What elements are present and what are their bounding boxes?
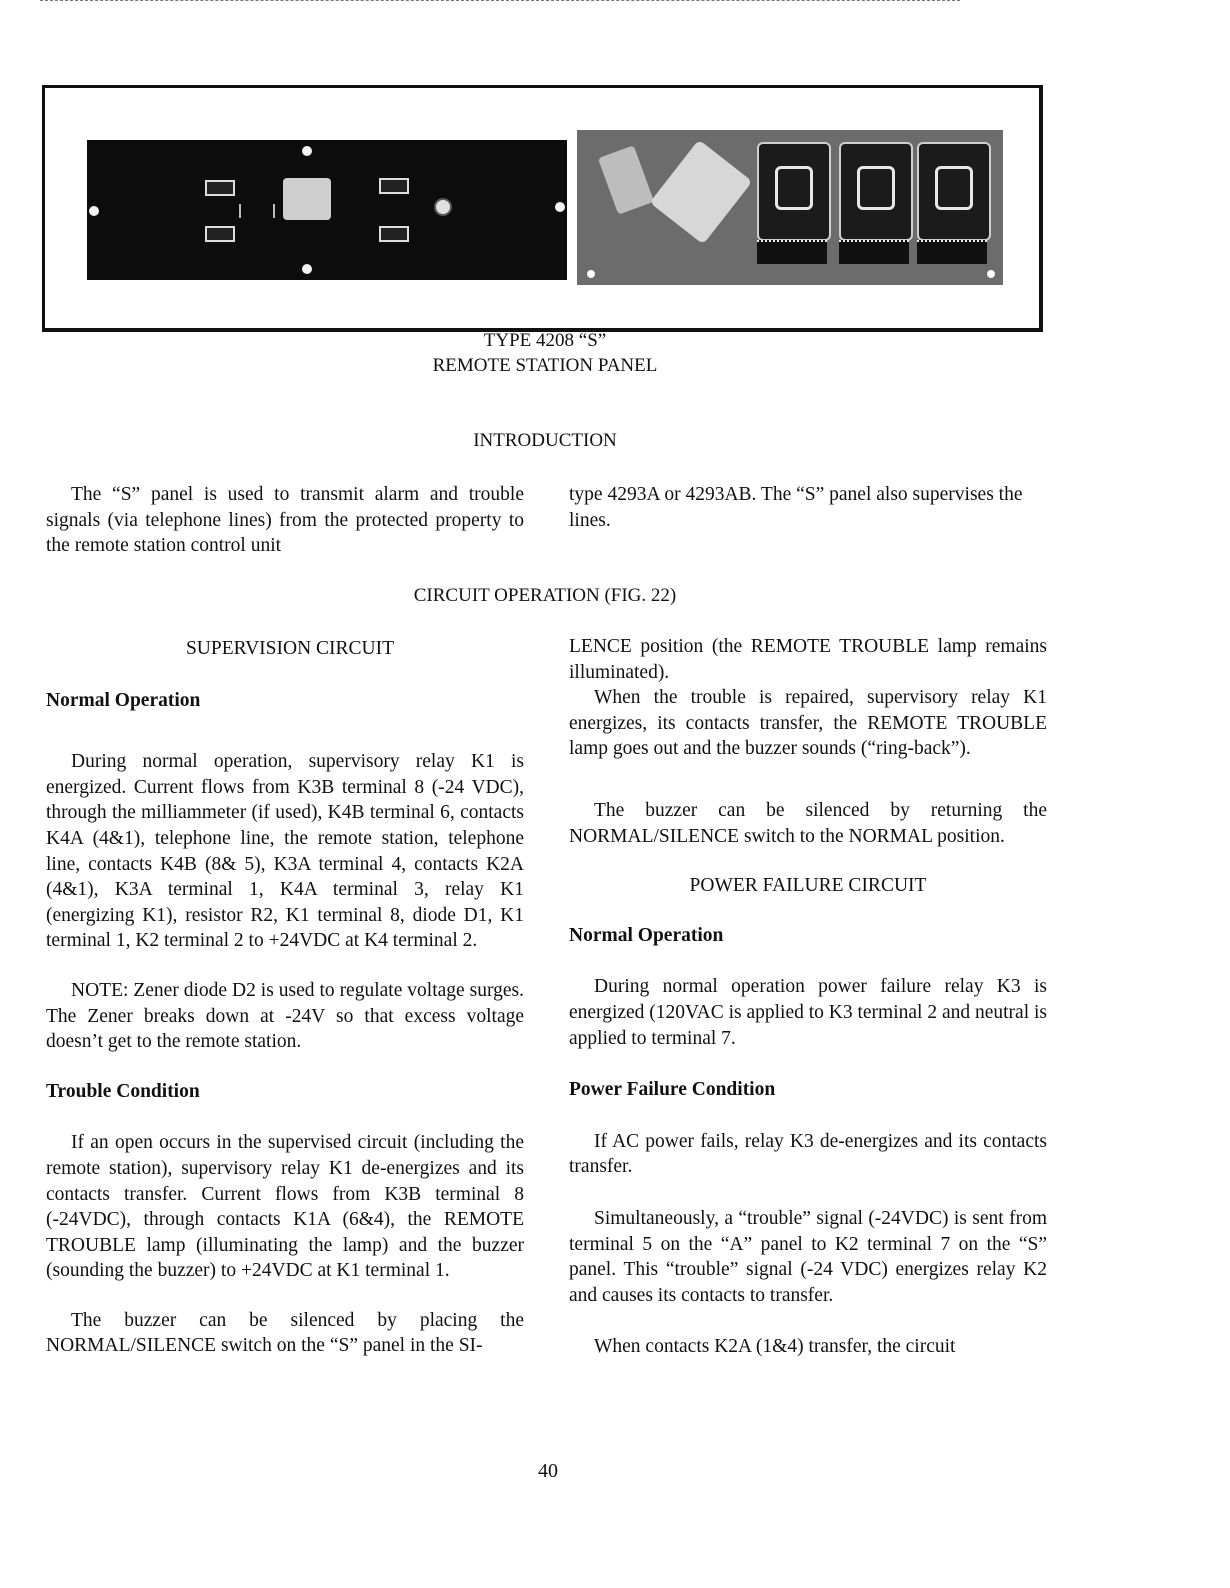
capacitor-component xyxy=(598,145,654,214)
trouble-lamp-lens xyxy=(283,178,331,220)
trouble-condition-heading: Trouble Condition xyxy=(46,1080,200,1102)
label-plate xyxy=(379,226,409,242)
figure-caption-line1: TYPE 4208 “S” xyxy=(483,330,607,351)
normal-operation-heading: Normal Operation xyxy=(46,689,201,711)
ac-power-fails-paragraph: If AC power fails, relay K3 de-energizes and its contacts transfer. xyxy=(569,1130,1047,1178)
scan-artifact-line xyxy=(40,0,960,3)
board-mount-hole xyxy=(587,270,595,278)
trouble-condition-paragraph: If an open occurs in the supervised circuit (including the remote station), supervisory relay K1 de-energizes and its contacts transfer. Current flows from K3B terminal 8 (-24VDC), through contacts K1A (6&4), the REMOTE TROUBLE lamp (illuminating the lamp) and the buzzer (sounding the buzzer) to +24VDC at K1 terminal 1. xyxy=(46,1132,524,1282)
mount-screw xyxy=(555,202,565,212)
selector-knob xyxy=(434,198,452,216)
intro-left-column xyxy=(46,482,524,559)
introduction-heading: INTRODUCTION xyxy=(473,430,617,451)
relay-component xyxy=(839,142,913,241)
supervision-circuit-heading: SUPERVISION CIRCUIT xyxy=(185,638,395,659)
buzzer-silence-paragraph: The buzzer can be silenced by placing the NORMAL/SILENCE switch on the “S” panel in the SI- xyxy=(46,1309,524,1357)
page-number: 40 xyxy=(538,1460,558,1482)
intro-right-column xyxy=(569,482,1047,533)
terminal-strip xyxy=(757,240,827,264)
power-normal-paragraph: During normal operation power failure relay K3 is energized (120VAC is applied to K3 terminal 2 and neutral is applied to terminal 7. xyxy=(569,976,1048,1049)
panel-mark xyxy=(239,204,241,218)
zener-note-paragraph: NOTE: Zener diode D2 is used to regulate voltage surges. The Zener breaks down at -24V so that excess voltage doesn’t get to the remote station. xyxy=(46,979,524,1053)
label-plate xyxy=(205,226,235,242)
k2a-contacts-paragraph: When contacts K2A (1&4) transfer, the circuit xyxy=(594,1336,956,1358)
mount-screw xyxy=(302,264,312,274)
terminal-strip xyxy=(917,240,987,264)
power-failure-condition-heading: Power Failure Condition xyxy=(569,1079,776,1101)
terminal-strip xyxy=(839,240,909,264)
relay-component xyxy=(757,142,831,241)
front-panel-photo xyxy=(87,140,567,280)
panel-mark xyxy=(273,204,275,218)
right-column xyxy=(569,634,1047,1360)
intro-paragraph-left: The “S” panel is used to transmit alarm and trouble signals (via telephone lines) from the protected property to the remote station control unit xyxy=(46,484,524,557)
transformer-component xyxy=(650,140,753,245)
silence-position-continued: LENCE position (the REMOTE TROUBLE lamp remains illuminated). xyxy=(569,636,1047,683)
figure-caption-line2: REMOTE STATION PANEL xyxy=(432,355,658,376)
left-column xyxy=(46,636,524,1359)
label-plate xyxy=(205,180,235,196)
normal-operation-paragraph: During normal operation, supervisory relay K1 is energized. Current flows from K3B terminal 8 (-24 VDC), through the milliammeter (if used), K4B terminal 6, contacts K4A (4&1), telephone line, the remote station, telephone line, contacts K4B (8& 5), K3A terminal 4, contacts K2A (4&1), K3A terminal 1, K4A terminal 3, relay K1 (energizing K1), resistor R2, K1 terminal 8, diode D1, K1 terminal 1, K2 terminal 2 to +24VDC at K4 terminal 2. xyxy=(46,751,524,952)
buzzer-return-paragraph: The buzzer can be silenced by returning the NORMAL/SILENCE switch to the NORMAL position. xyxy=(569,799,1047,847)
figure-photo-frame xyxy=(42,85,1043,332)
ring-back-paragraph: When the trouble is repaired, supervisory relay K1 energizes, its contacts transfer, the REMOTE TROUBLE lamp goes out and the buzzer sounds (“ring-back”). xyxy=(569,687,1047,760)
mount-screw xyxy=(302,146,312,156)
power-normal-operation-heading: Normal Operation xyxy=(569,924,724,946)
mount-screw xyxy=(89,206,99,216)
trouble-signal-paragraph: Simultaneously, a “trouble” signal (-24VDC) is sent from terminal 5 on the “A” panel to K2 terminal 7 on the “S” panel. This “trouble” signal (-24 VDC) energizes relay K2 and causes its contacts to transfer. xyxy=(569,1207,1047,1306)
power-failure-circuit-heading: POWER FAILURE CIRCUIT xyxy=(689,875,927,897)
circuit-operation-heading: CIRCUIT OPERATION (FIG. 22) xyxy=(413,585,677,606)
board-mount-hole xyxy=(987,270,995,278)
relay-component xyxy=(917,142,991,241)
circuit-board-photo xyxy=(577,130,1003,285)
label-plate xyxy=(379,178,409,194)
intro-paragraph-right: type 4293A or 4293AB. The “S” panel also supervises the lines. xyxy=(569,484,1023,531)
